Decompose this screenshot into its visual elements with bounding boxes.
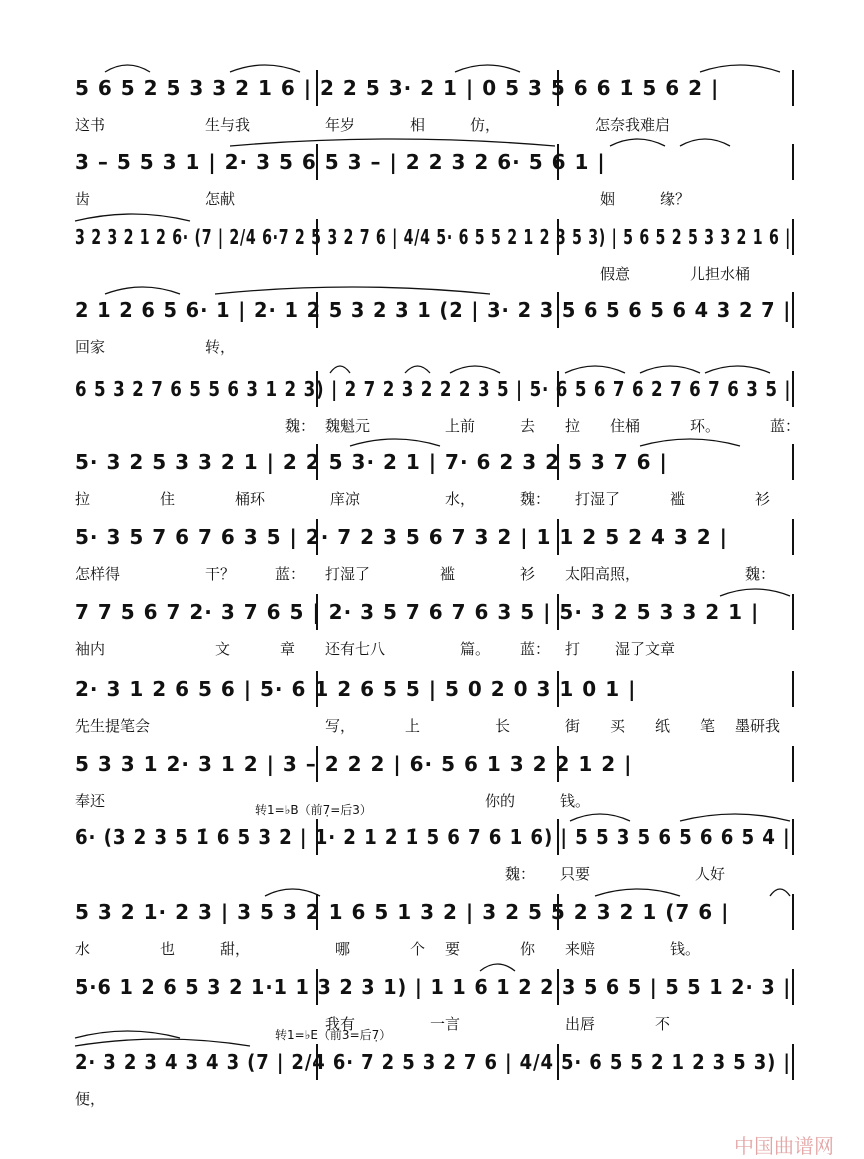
lyric-text: 哪	[335, 940, 351, 958]
lyric-text: 打湿了	[575, 490, 621, 508]
notation-line: 2 1 2 6 5 6· 1 | 2· 1 2 5 3 2 3 1 (2 | 3· 2 3 5 6 5 6 5 6 4 3 2 7 |	[75, 298, 792, 322]
notation-line: 5 3 3 1 2· 3 1 2 | 3 – 2 2 2 | 6· 5 6 1 3 2 2 1 2 |	[75, 752, 633, 776]
barline	[316, 371, 318, 407]
barline	[792, 594, 794, 630]
lyric-text: 怎样得	[75, 565, 121, 583]
barline	[316, 144, 318, 180]
slur-mark	[595, 889, 680, 896]
barline	[316, 594, 318, 630]
barline	[792, 519, 794, 555]
barline	[792, 969, 794, 1005]
barline	[316, 219, 318, 255]
lyric-text: 魏：	[285, 417, 316, 435]
lyric-text: 姻	[600, 190, 616, 208]
lyric-text: 蓝：	[770, 417, 801, 435]
lyric-text: 魏：	[520, 490, 551, 508]
lyric-text: 人好	[695, 865, 726, 883]
lyric-text: 桶环	[235, 490, 266, 508]
lyric-text: 纸	[655, 717, 671, 735]
slur-mark	[565, 366, 625, 373]
lyric-text: 上	[405, 717, 421, 735]
slur-mark	[330, 366, 350, 373]
lyric-text: 怎献	[205, 190, 236, 208]
lyric-text: 甜，	[220, 940, 251, 958]
slur-mark	[705, 366, 770, 373]
barline	[792, 444, 794, 480]
key-change-annotation: 转1=♭B（前7̣=后3）	[255, 803, 372, 817]
barline	[792, 371, 794, 407]
lyric-text: 褴	[670, 490, 686, 508]
lyric-text: 转，	[205, 338, 236, 356]
notation-line: 7 7 5 6 7 2· 3 7 6 5 | 2· 3 5 7 6 7 6 3 5 | 5· 3 2 5 3 3 2 1 |	[75, 600, 760, 624]
barline	[316, 746, 318, 782]
barline	[316, 1044, 318, 1080]
lyric-text: 魏：	[745, 565, 776, 583]
notation-line: 5· 3 2 5 3 3 2 1 | 2 2 5 3· 2 1 | 7· 6 2 3 2 5 3 7 6 |	[75, 450, 668, 474]
barline	[792, 219, 794, 255]
slur-mark	[770, 889, 790, 896]
lyric-text: 打湿了	[325, 565, 371, 583]
lyric-text: 你	[520, 940, 536, 958]
slur-mark	[640, 366, 700, 373]
slur-mark	[455, 65, 520, 72]
lyric-text: 笔	[700, 717, 716, 735]
lyric-text: 一言	[430, 1015, 461, 1033]
slur-mark	[265, 889, 320, 896]
slur-mark	[680, 814, 790, 821]
lyric-text: 住桶	[610, 417, 641, 435]
lyric-text: 来赔	[565, 940, 596, 958]
slur-mark	[640, 439, 740, 446]
barline	[557, 819, 559, 855]
lyric-text: 褴	[440, 565, 456, 583]
barline	[557, 219, 559, 255]
lyric-text: 便，	[75, 1090, 106, 1108]
lyric-text: 水	[75, 940, 91, 958]
lyric-text: 打	[565, 640, 581, 658]
slur-mark	[405, 366, 430, 373]
lyric-text: 蓝：	[520, 640, 551, 658]
lyric-text: 缘？	[660, 190, 691, 208]
lyric-text: 出唇	[565, 1015, 596, 1033]
lyric-text: 奉还	[75, 792, 106, 810]
slur-mark	[350, 439, 440, 446]
barline	[792, 1044, 794, 1080]
lyric-text: 齿	[75, 190, 91, 208]
barline	[792, 894, 794, 930]
lyric-text: 太阳高照，	[565, 565, 641, 583]
barline	[316, 671, 318, 707]
lyric-text: 假意	[600, 265, 631, 283]
barline	[316, 894, 318, 930]
slur-mark	[480, 964, 515, 971]
slur-mark	[75, 1039, 250, 1046]
lyric-text: 衫	[520, 565, 536, 583]
lyric-text: 衫	[755, 490, 771, 508]
lyric-text: 要	[445, 940, 461, 958]
lyric-text: 还有七八	[325, 640, 386, 658]
barline	[792, 746, 794, 782]
lyric-text: 生与我	[205, 116, 251, 134]
barline	[557, 444, 559, 480]
lyric-text: 上前	[445, 417, 476, 435]
lyric-text: 钱。	[670, 940, 701, 958]
lyric-text: 也	[160, 940, 176, 958]
barline	[557, 1044, 559, 1080]
lyric-text: 魏魁元	[325, 417, 371, 435]
notation-line: 6· (3 2 3 5 1̇ 6 5 3 2 | 1· 2 1 2̇ 1̇ 5 6 7 6 1 6) | 5 5 3 5 6 5 6 6 5 4 |	[75, 825, 791, 849]
lyric-text: 街	[565, 717, 581, 735]
barline	[557, 70, 559, 106]
slur-mark	[610, 139, 665, 146]
lyric-text: 蓝：	[275, 565, 306, 583]
barline	[316, 444, 318, 480]
lyric-text: 年岁	[325, 116, 356, 134]
barline	[557, 371, 559, 407]
notation-line: 6 5 3 2 7 6 5 5 6 3 1 2 3) | 2 7 2 3 2 2 2 3 5 | 5· 6 5 6 7 6 2 7 6 7 6 3 5 |	[75, 377, 792, 401]
slur-mark	[75, 214, 190, 221]
barline	[316, 519, 318, 555]
lyric-text: 拉	[565, 417, 581, 435]
lyric-text: 我有	[325, 1015, 356, 1033]
lyric-text: 相	[410, 116, 426, 134]
barline	[792, 292, 794, 328]
lyric-text: 儿担水桶	[690, 265, 751, 283]
lyric-text: 魏：	[505, 865, 536, 883]
slur-mark	[215, 287, 490, 294]
key-change-annotation: 转1=♭E（前3=后7̣）	[275, 1028, 392, 1042]
lyric-text: 写，	[325, 717, 356, 735]
lyric-text: 怎奈我难启	[595, 116, 671, 134]
barline	[792, 819, 794, 855]
slur-mark	[680, 139, 730, 146]
barline	[792, 144, 794, 180]
barline	[792, 70, 794, 106]
lyric-text: 我	[765, 717, 781, 735]
slur-mark	[105, 65, 150, 72]
lyric-text: 这书	[75, 116, 106, 134]
lyric-text: 干？	[205, 565, 236, 583]
lyric-text: 湿了文章	[615, 640, 676, 658]
slur-mark	[105, 287, 180, 294]
lyric-text: 篇。	[460, 640, 491, 658]
lyric-text: 买	[610, 717, 626, 735]
lyric-text: 水，	[445, 490, 476, 508]
barline	[557, 671, 559, 707]
lyric-text: 个	[410, 940, 426, 958]
barline	[557, 519, 559, 555]
lyric-text: 袖内	[75, 640, 106, 658]
lyric-text: 文	[215, 640, 231, 658]
barline	[557, 746, 559, 782]
barline	[557, 594, 559, 630]
notation-line: 2· 3 2 3 4 3 4 3 (7 | 2/4 6· 7 2 5 3 2 7 6 | 4/4 5· 6 5 5 2 1 2 3 5 3) |	[75, 1050, 791, 1074]
barline	[557, 144, 559, 180]
lyric-text: 住	[160, 490, 176, 508]
barline	[792, 671, 794, 707]
lyric-text: 先生提笔会	[75, 717, 151, 735]
barline	[316, 70, 318, 106]
slur-mark	[720, 589, 790, 596]
lyric-text: 章	[280, 640, 296, 658]
slur-mark	[570, 814, 630, 821]
notation-line: 5· 3 5 7 6 7 6 3 5 | 2· 7 2 3 5 6 7 3 2 | 1 1 2 5 2 4 3 2 |	[75, 525, 728, 549]
barline	[316, 819, 318, 855]
lyric-text: 回家	[75, 338, 106, 356]
slur-mark	[450, 366, 500, 373]
lyric-text: 拉	[75, 490, 91, 508]
barline	[557, 894, 559, 930]
notation-line: 2· 3 1 2 6 5 6 | 5· 6 1 2 6 5 5 | 5 0 2 0 3 1 0 1 |	[75, 677, 637, 701]
barline	[557, 292, 559, 328]
lyric-text: 不	[655, 1015, 671, 1033]
lyric-text: 仿，	[470, 116, 501, 134]
lyric-text: 钱。	[560, 792, 591, 810]
lyric-text: 环。	[690, 417, 721, 435]
slur-mark	[75, 1031, 180, 1038]
lyric-text: 你的	[485, 792, 516, 810]
notation-line: 3 2 3 2 1 2 6· (7 | 2/4 6·7 2 5 3 2 7 6 | 4/4 5· 6 5 5 2 1 2 3 5 3) | 5 6 5 2 5 3 3 2 1 6 |	[75, 225, 792, 249]
lyric-text: 只要	[560, 865, 591, 883]
barline	[316, 292, 318, 328]
slur-mark	[700, 65, 780, 72]
lyric-text: 墨研	[735, 717, 766, 735]
lyric-text: 庠凉	[330, 490, 361, 508]
notation-line: 5·6 1 2 6 5 3 2 1·1 1 3 2 3 1) | 1 1 6 1 2 2 3 5 6 5 | 5 5 1 2· 3 |	[75, 975, 792, 999]
lyric-text: 长	[495, 717, 511, 735]
barline	[557, 969, 559, 1005]
notation-line: 5 6 5 2 5 3 3 2 1 6 | 2 2 5 3· 2 1 | 0 5 3 5 6 6 1̇ 5 6 2 |	[75, 76, 720, 100]
notation-line: 3 – 5 5 3 1 | 2· 3 5 6 5 3 – | 2 2 3 2 6· 5 6 1 |	[75, 150, 606, 174]
slur-mark	[230, 139, 555, 146]
watermark: 中国曲谱网	[734, 1134, 834, 1158]
lyric-text: 去	[520, 417, 536, 435]
notation-line: 5 3 2 1· 2 3 | 3 5 3 2 1 6 5 1 3 2 | 3 2 5 5 2 3 2 1 (7 6 |	[75, 900, 730, 924]
slur-mark	[230, 65, 300, 72]
barline	[316, 969, 318, 1005]
